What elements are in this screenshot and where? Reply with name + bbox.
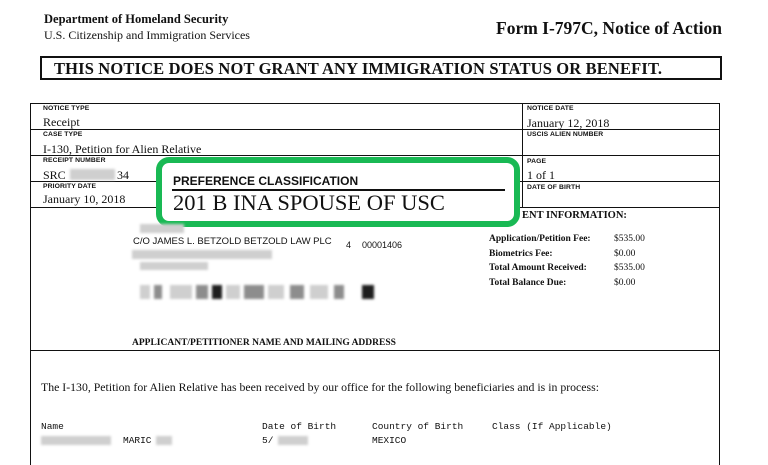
barcode-segment xyxy=(334,285,344,299)
redacted-barcode xyxy=(140,285,390,299)
alien-number-label: USCIS ALIEN NUMBER xyxy=(527,131,604,138)
beneficiary-dob-fragment: 5/ xyxy=(262,435,274,446)
redacted-beneficiary-dob xyxy=(278,436,308,445)
redacted-applicant-name xyxy=(140,224,184,233)
preference-classification-label: PREFERENCE CLASSIFICATION xyxy=(173,174,359,188)
barcode-segment xyxy=(212,285,222,299)
barcode-segment xyxy=(290,285,304,299)
preference-classification-value: 201 B INA SPOUSE OF USC xyxy=(173,190,445,215)
fee-amount-biometrics: $0.00 xyxy=(614,249,636,259)
fee-label-total-received: Total Amount Received: xyxy=(489,263,587,273)
disclaimer-banner xyxy=(40,56,722,80)
column-header-class: Class (If Applicable) xyxy=(492,421,612,432)
receipt-statement: The I-130, Petition for Alien Relative has been received by our office for the following beneficiaries and is in process: xyxy=(41,380,599,394)
barcode-segment xyxy=(310,285,328,299)
notice-type-label: NOTICE TYPE xyxy=(43,105,90,112)
address-caption: APPLICANT/PETITIONER NAME AND MAILING ADDRESS xyxy=(132,338,396,348)
notice-date-value: January 12, 2018 xyxy=(527,116,610,130)
care-of-line: C/O JAMES L. BETZOLD BETZOLD LAW PLC xyxy=(133,236,332,247)
barcode-segment xyxy=(226,285,240,299)
redacted-beneficiary-last-name xyxy=(156,436,172,445)
page-value: 1 of 1 xyxy=(527,168,555,182)
payment-heading: ENT INFORMATION: xyxy=(522,210,627,221)
barcode-segment xyxy=(268,285,284,299)
fee-amount-balance-due: $0.00 xyxy=(614,278,636,288)
case-type-label: CASE TYPE xyxy=(43,131,83,138)
beneficiary-country: MEXICO xyxy=(372,435,407,446)
column-header-dob: Date of Birth xyxy=(262,421,337,432)
row-divider-1 xyxy=(30,129,720,130)
fee-label-application: Application/Petition Fee: xyxy=(489,234,591,244)
redacted-receipt-number xyxy=(70,169,115,180)
receipt-suffix: 34 xyxy=(117,168,129,182)
barcode-segment xyxy=(362,285,374,299)
priority-date-label: PRIORITY DATE xyxy=(43,183,97,190)
barcode-segment xyxy=(196,285,208,299)
agency-name: Department of Homeland Security xyxy=(44,12,229,26)
redacted-street-address-2 xyxy=(140,262,208,270)
fee-label-biometrics: Biometrics Fee: xyxy=(489,249,553,259)
address-code: 00001406 xyxy=(362,240,403,250)
column-header-country: Country of Birth xyxy=(372,421,464,432)
notice-date-label: NOTICE DATE xyxy=(527,105,574,112)
barcode-segment xyxy=(244,285,264,299)
form-title: Form I-797C, Notice of Action xyxy=(496,18,722,38)
sub-agency-name: U.S. Citizenship and Immigration Services xyxy=(44,28,250,42)
receipt-number-label: RECEIPT NUMBER xyxy=(43,157,106,164)
barcode-segment xyxy=(170,285,192,299)
fee-amount-total-received: $535.00 xyxy=(614,263,645,273)
redacted-street-address xyxy=(132,250,272,259)
address-section-divider xyxy=(30,350,720,351)
preference-classification-highlight xyxy=(156,157,520,227)
priority-date-value: January 10, 2018 xyxy=(43,192,126,206)
column-header-name: Name xyxy=(41,421,64,432)
barcode-segment xyxy=(140,285,150,299)
case-type-value: I-130, Petition for Alien Relative xyxy=(43,142,202,156)
address-digit: 4 xyxy=(346,240,352,250)
beneficiary-name-fragment: MARIC xyxy=(123,435,152,446)
fee-label-balance-due: Total Balance Due: xyxy=(489,278,567,288)
fee-amount-application: $535.00 xyxy=(614,234,645,244)
notice-type-value: Receipt xyxy=(43,115,80,129)
barcode-segment xyxy=(154,285,162,299)
date-of-birth-label: DATE OF BIRTH xyxy=(527,184,581,191)
disclaimer-text: THIS NOTICE DOES NOT GRANT ANY IMMIGRATION STATUS OR BENEFIT. xyxy=(54,59,663,78)
redacted-beneficiary-first-name xyxy=(41,436,111,445)
receipt-prefix: SRC xyxy=(43,168,66,182)
page-label: PAGE xyxy=(527,158,547,165)
